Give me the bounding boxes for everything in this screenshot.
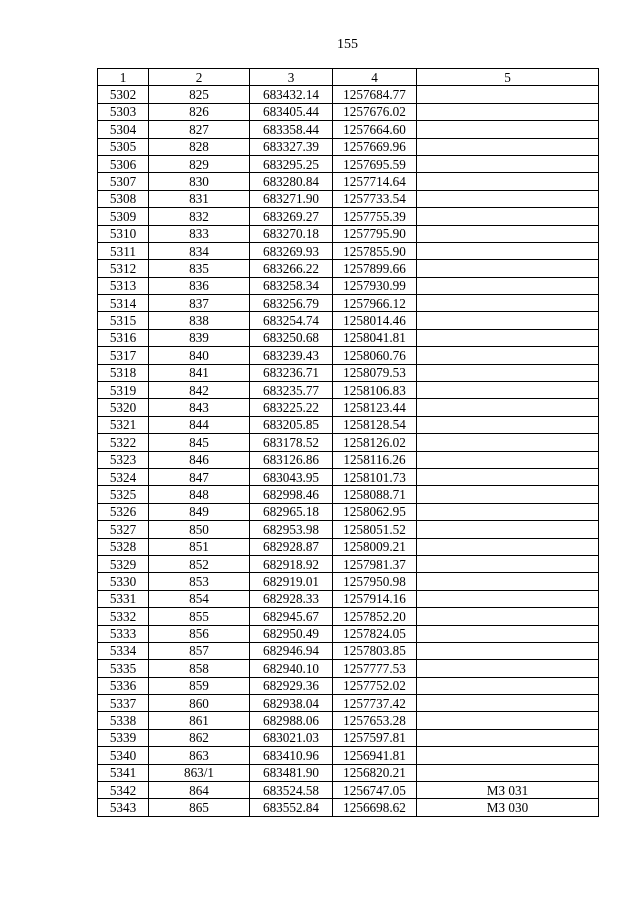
table-cell: 860: [149, 695, 250, 712]
table-cell: 1257737.42: [333, 695, 417, 712]
table-row: [98, 225, 599, 242]
table-row: [98, 555, 599, 572]
table-cell: 683269.93: [250, 242, 333, 259]
table-cell: 683235.77: [250, 382, 333, 399]
table-row: [98, 538, 599, 555]
table-cell: 682928.33: [250, 590, 333, 607]
table-cell: 857: [149, 642, 250, 659]
table-cell: 682938.04: [250, 695, 333, 712]
table-cell: 1258116.26: [333, 451, 417, 468]
table-cell: [417, 208, 599, 225]
table-cell: 1257733.54: [333, 190, 417, 207]
table-cell: [417, 642, 599, 659]
table-cell: 1257899.66: [333, 260, 417, 277]
table-cell: 5327: [98, 521, 149, 538]
table-cell: [417, 399, 599, 416]
table-cell: 848: [149, 486, 250, 503]
table-cell: 5303: [98, 103, 149, 120]
table-cell: [417, 660, 599, 677]
table-cell: 683250.68: [250, 329, 333, 346]
table-row: [98, 747, 599, 764]
table-cell: 5339: [98, 729, 149, 746]
table-row: [98, 103, 599, 120]
table-row: [98, 260, 599, 277]
table-row: [98, 677, 599, 694]
table-cell: 5332: [98, 608, 149, 625]
table-cell: 682919.01: [250, 573, 333, 590]
table-cell: 1257676.02: [333, 103, 417, 120]
table-cell: 1257777.53: [333, 660, 417, 677]
table-cell: [417, 677, 599, 694]
table-cell: 682928.87: [250, 538, 333, 555]
table-row: [98, 729, 599, 746]
table-cell: 835: [149, 260, 250, 277]
table-cell: [417, 608, 599, 625]
table-cell: 858: [149, 660, 250, 677]
table-cell: 5322: [98, 434, 149, 451]
table-cell: [417, 242, 599, 259]
table-cell: 1258014.46: [333, 312, 417, 329]
table-cell: 5342: [98, 782, 149, 799]
table-cell: 1257852.20: [333, 608, 417, 625]
table-cell: [417, 468, 599, 485]
table-cell: 841: [149, 364, 250, 381]
table-cell: 5333: [98, 625, 149, 642]
table-cell: 1258128.54: [333, 416, 417, 433]
table-cell: 5319: [98, 382, 149, 399]
table-cell: 839: [149, 329, 250, 346]
table-cell: 5311: [98, 242, 149, 259]
table-cell: [417, 764, 599, 781]
table-cell: 683258.34: [250, 277, 333, 294]
table-cell: 683205.85: [250, 416, 333, 433]
table-cell: МЗ 030: [417, 799, 599, 816]
table-cell: 682965.18: [250, 503, 333, 520]
table-cell: 832: [149, 208, 250, 225]
table-cell: 1257669.96: [333, 138, 417, 155]
table-cell: [417, 190, 599, 207]
table-cell: 683043.95: [250, 468, 333, 485]
table-cell: 683269.27: [250, 208, 333, 225]
table-cell: 855: [149, 608, 250, 625]
table-row: [98, 799, 599, 816]
table-cell: 1258041.81: [333, 329, 417, 346]
table-cell: 682988.06: [250, 712, 333, 729]
table-cell: 5315: [98, 312, 149, 329]
table-cell: 682950.49: [250, 625, 333, 642]
table-cell: 1257695.59: [333, 155, 417, 172]
table-cell: 1258060.76: [333, 347, 417, 364]
table-cell: 865: [149, 799, 250, 816]
table-cell: [417, 521, 599, 538]
table-cell: [417, 103, 599, 120]
table-cell: 5324: [98, 468, 149, 485]
table-cell: 1258088.71: [333, 486, 417, 503]
table-cell: 1258106.83: [333, 382, 417, 399]
table-row: [98, 364, 599, 381]
table-row: [98, 295, 599, 312]
table-cell: 683021.03: [250, 729, 333, 746]
table-row: [98, 312, 599, 329]
table-cell: 1258079.53: [333, 364, 417, 381]
table-cell: 844: [149, 416, 250, 433]
table-cell: 683256.79: [250, 295, 333, 312]
table-cell: [417, 729, 599, 746]
table-cell: [417, 451, 599, 468]
table-cell: 1258126.02: [333, 434, 417, 451]
table-cell: 846: [149, 451, 250, 468]
table-cell: 683405.44: [250, 103, 333, 120]
table-cell: 683280.84: [250, 173, 333, 190]
table-cell: 682998.46: [250, 486, 333, 503]
table-cell: 5306: [98, 155, 149, 172]
table-cell: [417, 538, 599, 555]
table-row: [98, 434, 599, 451]
table-cell: 683327.39: [250, 138, 333, 155]
table-cell: 683236.71: [250, 364, 333, 381]
table-row: [98, 608, 599, 625]
table-cell: 1257664.60: [333, 121, 417, 138]
table-cell: 5321: [98, 416, 149, 433]
table-row: [98, 155, 599, 172]
table-row: [98, 208, 599, 225]
table-cell: 5337: [98, 695, 149, 712]
table-header-row: [98, 69, 599, 86]
table-row: [98, 86, 599, 103]
table-cell: [417, 747, 599, 764]
table-cell: 5336: [98, 677, 149, 694]
table-cell: 682929.36: [250, 677, 333, 694]
table-cell: 683552.84: [250, 799, 333, 816]
table-cell: 833: [149, 225, 250, 242]
table-cell: [417, 712, 599, 729]
table-cell: 5307: [98, 173, 149, 190]
table-row: [98, 399, 599, 416]
table-cell: 837: [149, 295, 250, 312]
table-cell: 5314: [98, 295, 149, 312]
table-row: [98, 347, 599, 364]
table-cell: 1257855.90: [333, 242, 417, 259]
table-cell: 834: [149, 242, 250, 259]
column-header: 5: [417, 69, 599, 86]
table-cell: 1258009.21: [333, 538, 417, 555]
table-cell: 1258051.52: [333, 521, 417, 538]
table-cell: 1257930.99: [333, 277, 417, 294]
table-cell: 836: [149, 277, 250, 294]
table-cell: 682946.94: [250, 642, 333, 659]
table-cell: 5343: [98, 799, 149, 816]
table-cell: 1258062.95: [333, 503, 417, 520]
table-cell: 864: [149, 782, 250, 799]
table-cell: 5330: [98, 573, 149, 590]
table-cell: 1257653.28: [333, 712, 417, 729]
table-cell: 1257714.64: [333, 173, 417, 190]
table-cell: [417, 555, 599, 572]
table-cell: [417, 347, 599, 364]
table-cell: 829: [149, 155, 250, 172]
table-cell: 1257966.12: [333, 295, 417, 312]
table-cell: 5329: [98, 555, 149, 572]
table-cell: 683254.74: [250, 312, 333, 329]
table-cell: 831: [149, 190, 250, 207]
table-cell: [417, 155, 599, 172]
table-cell: 862: [149, 729, 250, 746]
table-row: [98, 416, 599, 433]
table-cell: [417, 503, 599, 520]
table-row: [98, 521, 599, 538]
table-cell: 683524.58: [250, 782, 333, 799]
table-row: [98, 329, 599, 346]
table-cell: 1257824.05: [333, 625, 417, 642]
coordinates-table: [97, 68, 599, 817]
table-cell: 5325: [98, 486, 149, 503]
table-cell: [417, 225, 599, 242]
table-cell: [417, 173, 599, 190]
table-cell: 863/1: [149, 764, 250, 781]
column-header: 1: [98, 69, 149, 86]
table-cell: 5326: [98, 503, 149, 520]
table-cell: 683225.22: [250, 399, 333, 416]
column-header: 3: [250, 69, 333, 86]
table-cell: 861: [149, 712, 250, 729]
table-cell: 849: [149, 503, 250, 520]
table-row: [98, 712, 599, 729]
table-cell: 682945.67: [250, 608, 333, 625]
table-cell: 830: [149, 173, 250, 190]
table-cell: 683126.86: [250, 451, 333, 468]
table-cell: [417, 312, 599, 329]
table-body: [98, 86, 599, 816]
table-cell: 5317: [98, 347, 149, 364]
table-cell: 5316: [98, 329, 149, 346]
table-cell: 853: [149, 573, 250, 590]
table-cell: 1258123.44: [333, 399, 417, 416]
table-cell: МЗ 031: [417, 782, 599, 799]
table-cell: 856: [149, 625, 250, 642]
table-cell: 682918.92: [250, 555, 333, 572]
table-cell: 5323: [98, 451, 149, 468]
table-cell: 852: [149, 555, 250, 572]
table-cell: 1256941.81: [333, 747, 417, 764]
table-cell: 683271.90: [250, 190, 333, 207]
table-cell: 683410.96: [250, 747, 333, 764]
table-row: [98, 486, 599, 503]
table-cell: 683481.90: [250, 764, 333, 781]
table-row: [98, 277, 599, 294]
table-row: [98, 503, 599, 520]
table-row: [98, 121, 599, 138]
table-cell: 1256747.05: [333, 782, 417, 799]
table-cell: 828: [149, 138, 250, 155]
table-cell: 1256820.21: [333, 764, 417, 781]
table-cell: [417, 573, 599, 590]
table-cell: [417, 138, 599, 155]
table-cell: 843: [149, 399, 250, 416]
table-cell: [417, 364, 599, 381]
table-row: [98, 468, 599, 485]
table-cell: [417, 695, 599, 712]
table-cell: 854: [149, 590, 250, 607]
table-cell: [417, 121, 599, 138]
table-cell: 683358.44: [250, 121, 333, 138]
table-row: [98, 573, 599, 590]
table-cell: [417, 486, 599, 503]
table-cell: 5309: [98, 208, 149, 225]
table-cell: 5320: [98, 399, 149, 416]
table-cell: 845: [149, 434, 250, 451]
table-row: [98, 173, 599, 190]
table-cell: 859: [149, 677, 250, 694]
table-cell: 825: [149, 86, 250, 103]
table-cell: 683266.22: [250, 260, 333, 277]
table-cell: 5310: [98, 225, 149, 242]
table-cell: 5331: [98, 590, 149, 607]
table-cell: 5335: [98, 660, 149, 677]
table-cell: [417, 416, 599, 433]
table-cell: 683270.18: [250, 225, 333, 242]
table-cell: 842: [149, 382, 250, 399]
table-cell: 838: [149, 312, 250, 329]
table-row: [98, 190, 599, 207]
table-cell: 863: [149, 747, 250, 764]
table-cell: [417, 590, 599, 607]
table-cell: 683239.43: [250, 347, 333, 364]
table-cell: [417, 382, 599, 399]
page-number: 155: [337, 37, 358, 52]
table-cell: 826: [149, 103, 250, 120]
table-cell: 847: [149, 468, 250, 485]
table-row: [98, 138, 599, 155]
table-cell: 682940.10: [250, 660, 333, 677]
table-cell: 5318: [98, 364, 149, 381]
table-row: [98, 660, 599, 677]
table-cell: 683295.25: [250, 155, 333, 172]
table-row: [98, 451, 599, 468]
table-cell: 1257755.39: [333, 208, 417, 225]
column-header: 4: [333, 69, 417, 86]
table-cell: 682953.98: [250, 521, 333, 538]
table-cell: 5308: [98, 190, 149, 207]
table-row: [98, 642, 599, 659]
table-cell: 5313: [98, 277, 149, 294]
table-row: [98, 625, 599, 642]
table-cell: 840: [149, 347, 250, 364]
table-row: [98, 590, 599, 607]
table-cell: 1257981.37: [333, 555, 417, 572]
table-cell: [417, 86, 599, 103]
table-cell: 5302: [98, 86, 149, 103]
table-cell: [417, 625, 599, 642]
table-cell: [417, 277, 599, 294]
table-row: [98, 782, 599, 799]
table-cell: 5328: [98, 538, 149, 555]
table-cell: 1257795.90: [333, 225, 417, 242]
table-cell: 5338: [98, 712, 149, 729]
table-cell: 1257597.81: [333, 729, 417, 746]
table-cell: 1256698.62: [333, 799, 417, 816]
table-cell: [417, 260, 599, 277]
table-cell: 5312: [98, 260, 149, 277]
table-cell: 851: [149, 538, 250, 555]
column-header: 2: [149, 69, 250, 86]
table-row: [98, 695, 599, 712]
table-cell: [417, 329, 599, 346]
table-cell: 5341: [98, 764, 149, 781]
table-row: [98, 382, 599, 399]
table-cell: 683178.52: [250, 434, 333, 451]
table-cell: 5334: [98, 642, 149, 659]
table-cell: 5305: [98, 138, 149, 155]
table-cell: 683432.14: [250, 86, 333, 103]
table-cell: 1257684.77: [333, 86, 417, 103]
table-cell: 1257752.02: [333, 677, 417, 694]
table-cell: 850: [149, 521, 250, 538]
table-cell: [417, 295, 599, 312]
table-cell: 1257950.98: [333, 573, 417, 590]
table-cell: 1257803.85: [333, 642, 417, 659]
table-cell: 5304: [98, 121, 149, 138]
table-cell: 5340: [98, 747, 149, 764]
table-cell: 1258101.73: [333, 468, 417, 485]
table-cell: 1257914.16: [333, 590, 417, 607]
table-cell: [417, 434, 599, 451]
table-cell: 827: [149, 121, 250, 138]
table-row: [98, 242, 599, 259]
table-row: [98, 764, 599, 781]
